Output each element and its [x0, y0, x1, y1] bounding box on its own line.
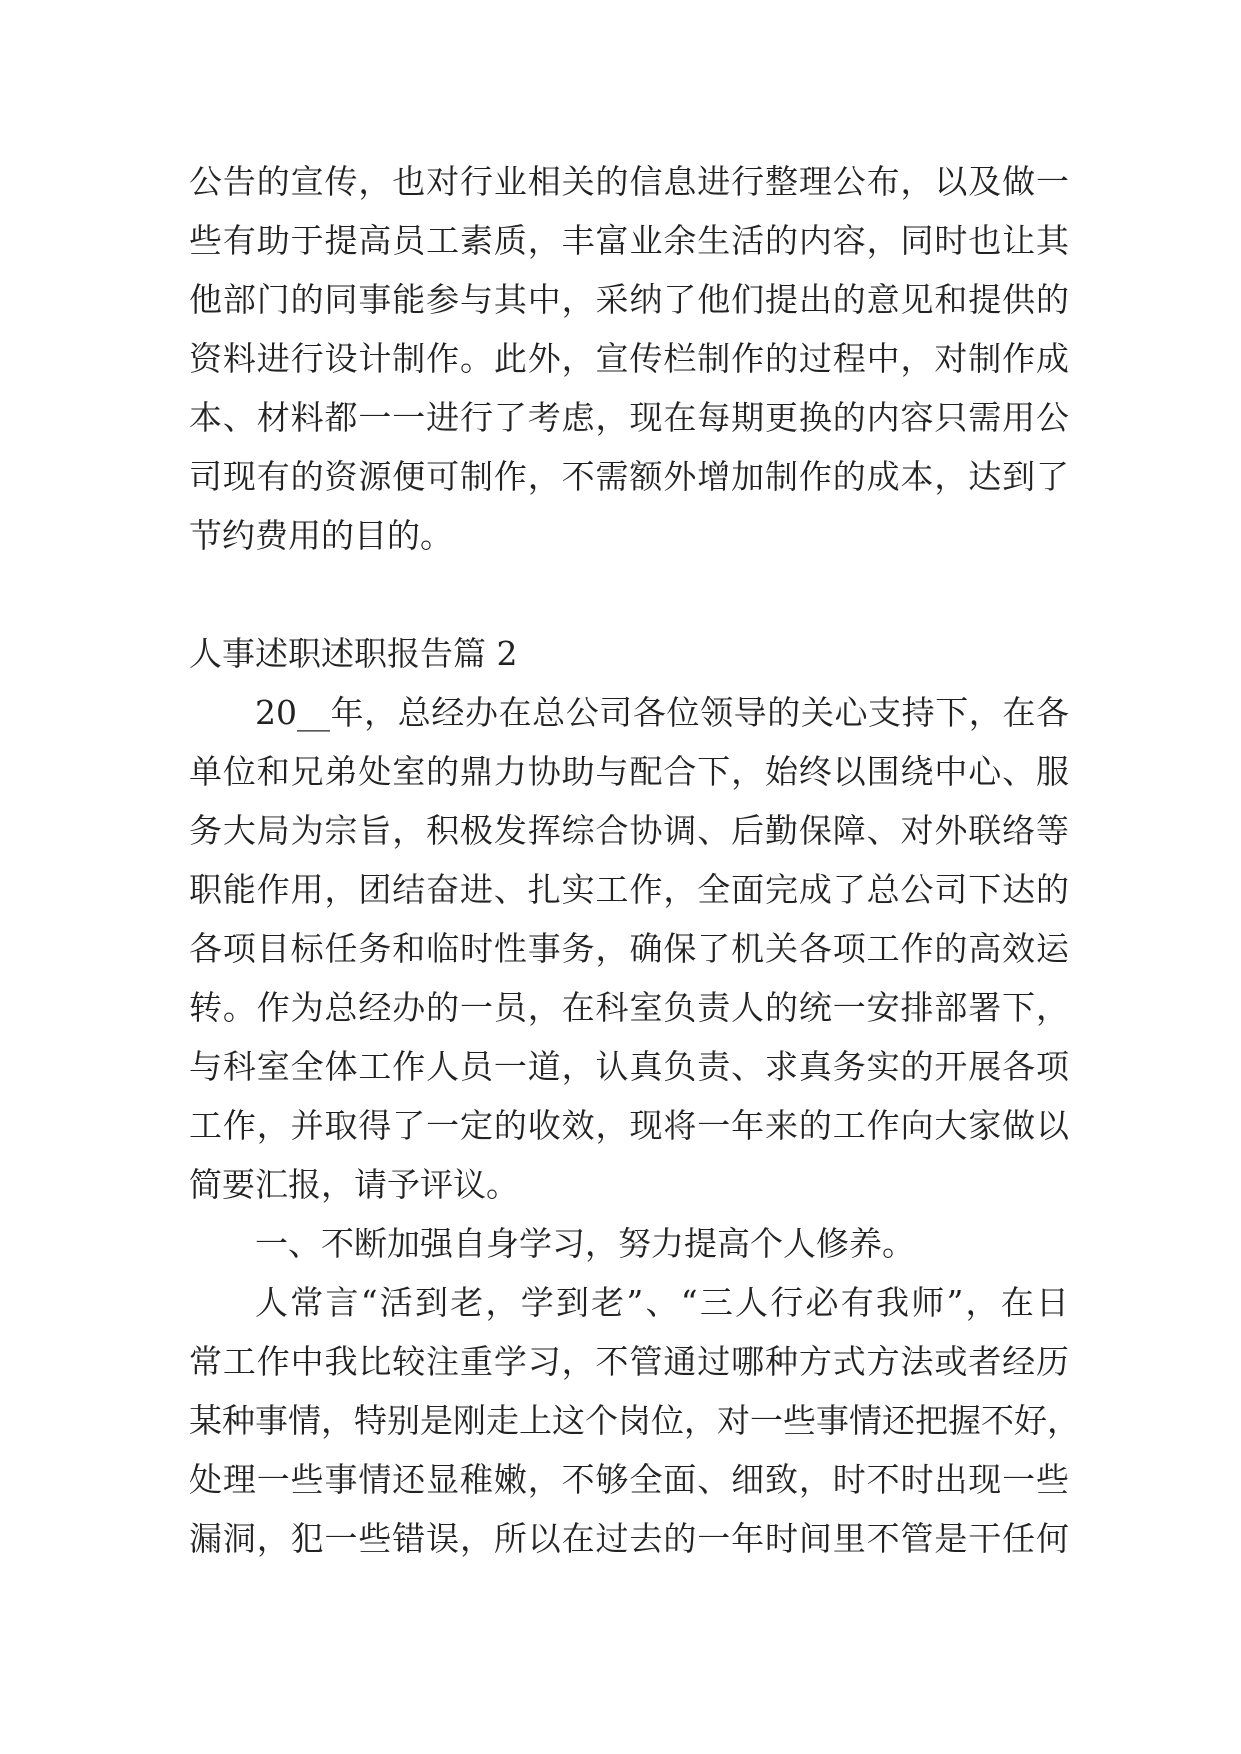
text-line: 本、材料都一一进行了考虑，现在每期更换的内容只需用公	[189, 398, 1069, 437]
text-line: 转。作为总经办的一员，在科室负责人的统一安排部署下，	[189, 988, 1069, 1027]
paragraph-3	[189, 1214, 1069, 1273]
text-line: 20__年，总经办在总公司各位领导的关心支持下，在各	[255, 693, 1069, 732]
section-heading: 人事述职述职报告篇 2	[189, 634, 518, 673]
text-line: 各项目标任务和临时性事务，确保了机关各项工作的高效运	[189, 929, 1069, 968]
text-line: 公告的宣传，也对行业相关的信息进行整理公布，以及做一	[189, 162, 1069, 201]
text-line: 漏洞，犯一些错误，所以在过去的一年时间里不管是干任何	[189, 1519, 1069, 1558]
paragraph-4	[189, 1273, 1080, 1568]
text-line: 节约费用的目的。	[189, 516, 453, 555]
text-line: 些有助于提高员工素质，丰富业余生活的内容，同时也让其	[189, 221, 1069, 260]
text-line: 常工作中我比较注重学习，不管通过哪种方式方法或者经历	[189, 1342, 1069, 1381]
document-page	[189, 152, 1080, 1568]
text-line: 简要汇报，请予评议。	[189, 1165, 519, 1204]
text-line: 工作，并取得了一定的收效，现将一年来的工作向大家做以	[189, 1106, 1069, 1145]
text-line: 他部门的同事能参与其中，采纳了他们提出的意见和提供的	[189, 280, 1069, 319]
text-line: 职能作用，团结奋进、扎实工作，全面完成了总公司下达的	[189, 870, 1069, 909]
text-line: 司现有的资源便可制作，不需额外增加制作的成本，达到了	[189, 457, 1069, 496]
text-line: 务大局为宗旨，积极发挥综合协调、后勤保障、对外联络等	[189, 811, 1069, 850]
text-line: 人常言“活到老，学到老”、“三人行必有我师”，在日	[255, 1283, 1069, 1322]
paragraph-2	[189, 683, 1069, 1214]
text-line: 处理一些事情还显稚嫩，不够全面、细致，时不时出现一些	[189, 1460, 1069, 1499]
text-line: 单位和兄弟处室的鼎力协助与配合下，始终以围绕中心、服	[189, 752, 1069, 791]
text-line: 一、不断加强自身学习，努力提高个人修养。	[255, 1224, 915, 1263]
text-line: 与科室全体工作人员一道，认真负责、求真务实的开展各项	[189, 1047, 1069, 1086]
paragraph-1	[189, 152, 1069, 565]
text-line: 资料进行设计制作。此外，宣传栏制作的过程中，对制作成	[189, 339, 1069, 378]
text-line: 某种事情，特别是刚走上这个岗位，对一些事情还把握不好，	[189, 1401, 1080, 1440]
